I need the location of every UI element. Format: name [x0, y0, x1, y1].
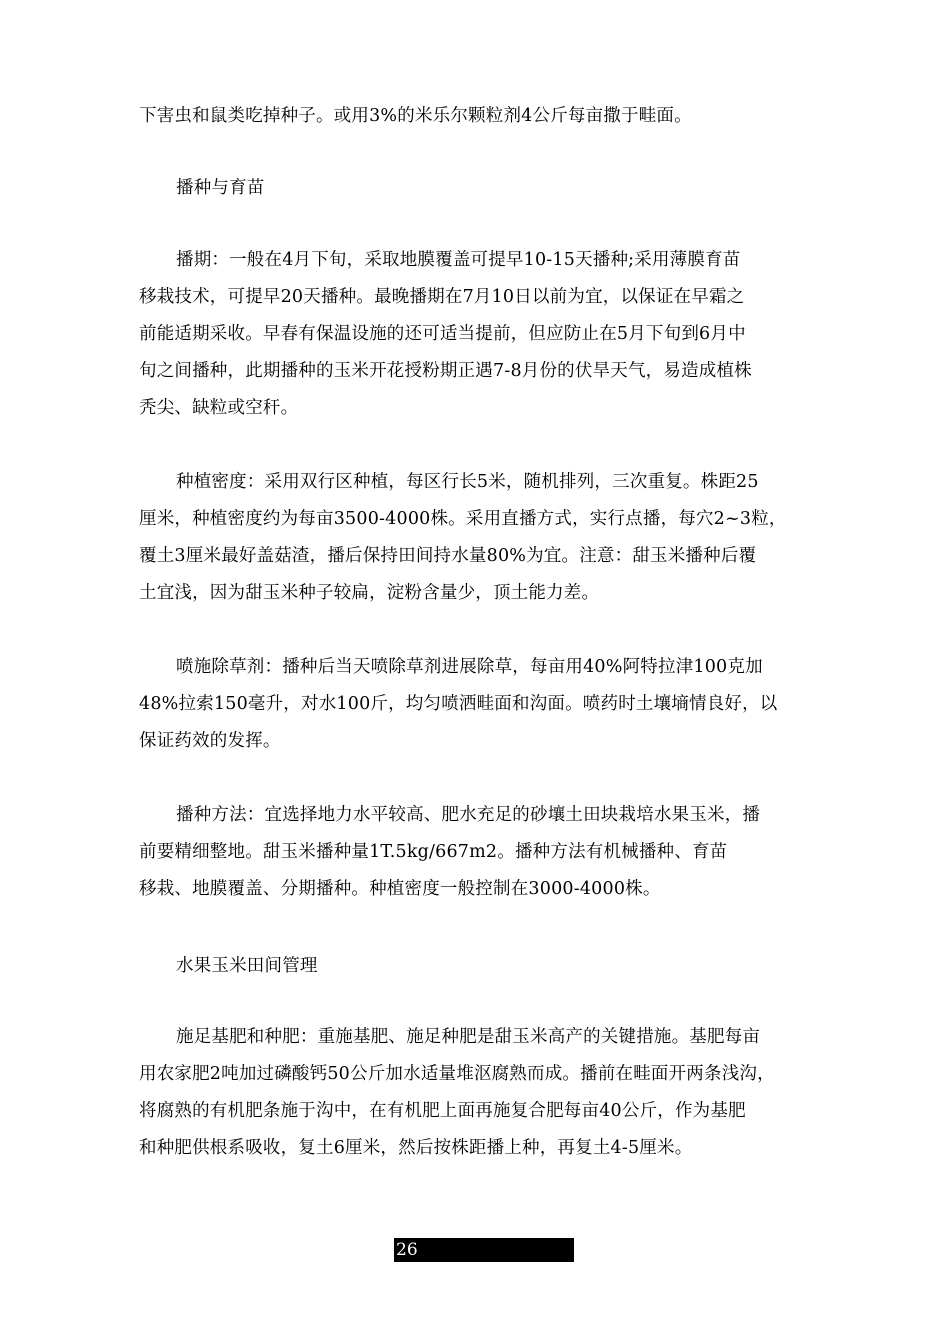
text-line: 将腐熟的有机肥条施于沟中，在有机肥上面再施复合肥每亩40公斤，作为基肥 [139, 1101, 746, 1121]
page-number: 26 [394, 1238, 574, 1262]
text-line: 种植密度：采用双行区种植，每区行长5米，随机排列，三次重复。株距25 [176, 472, 759, 492]
text-line: 下害虫和鼠类吃掉种子。或用3%的米乐尔颗粒剂4公斤每亩撒于畦面。 [139, 106, 692, 126]
text-line: 土宜浅，因为甜玉米种子较扁，淀粉含量少，顶土能力差。 [139, 583, 600, 603]
text-line: 保证药效的发挥。 [139, 731, 281, 751]
text-line: 播期：一般在4月下旬，采取地膜覆盖可提早10-15天播种;采用薄膜育苗 [176, 250, 741, 270]
text-line: 厘米，种植密度约为每亩3500-4000株。采用直播方式，实行点播，每穴2~3粒， [139, 509, 787, 529]
text-line: 用农家肥2吨加过磷酸钙50公斤加水适量堆沤腐熟而成。播前在畦面开两条浅沟， [139, 1064, 775, 1084]
text-line: 前要精细整地。甜玉米播种量1T.5kg/667m2。播种方法有机械播种、育苗 [139, 842, 728, 862]
text-line: 喷施除草剂：播种后当天喷除草剂进展除草，每亩用40%阿特拉津100克加 [176, 657, 763, 677]
text-line: 施足基肥和种肥：重施基肥、施足种肥是甜玉米高产的关键措施。基肥每亩 [176, 1027, 761, 1047]
text-line: 移栽、地膜覆盖、分期播种。种植密度一般控制在3000-4000株。 [139, 879, 661, 899]
text-line: 播种方法：宜选择地力水平较高、肥水充足的砂壤土田块栽培水果玉米，播 [176, 805, 761, 825]
text-line: 和种肥供根系吸收，复土6厘米，然后按株距播上种，再复土4-5厘米。 [139, 1138, 693, 1158]
text-line: 前能适期采收。早春有保温设施的还可适当提前，但应防止在5月下旬到6月中 [139, 324, 746, 344]
text-line: 秃尖、缺粒或空秆。 [139, 398, 299, 418]
text-line: 48%拉索150毫升，对水100斤，均匀喷洒畦面和沟面。喷药时土壤墒情良好，以 [139, 694, 778, 714]
section-heading: 水果玉米田间管理 [176, 956, 318, 976]
text-line: 覆土3厘米最好盖菇渣，播后保持田间持水量80%为宜。注意：甜玉米播种后覆 [139, 546, 757, 566]
text-line: 旬之间播种，此期播种的玉米开花授粉期正遇7-8月份的伏旱天气，易造成植株 [139, 361, 752, 381]
section-heading: 播种与育苗 [176, 178, 265, 198]
text-line: 移栽技术，可提早20天播种。最晚播期在7月10日以前为宜，以保证在早霜之 [139, 287, 745, 307]
